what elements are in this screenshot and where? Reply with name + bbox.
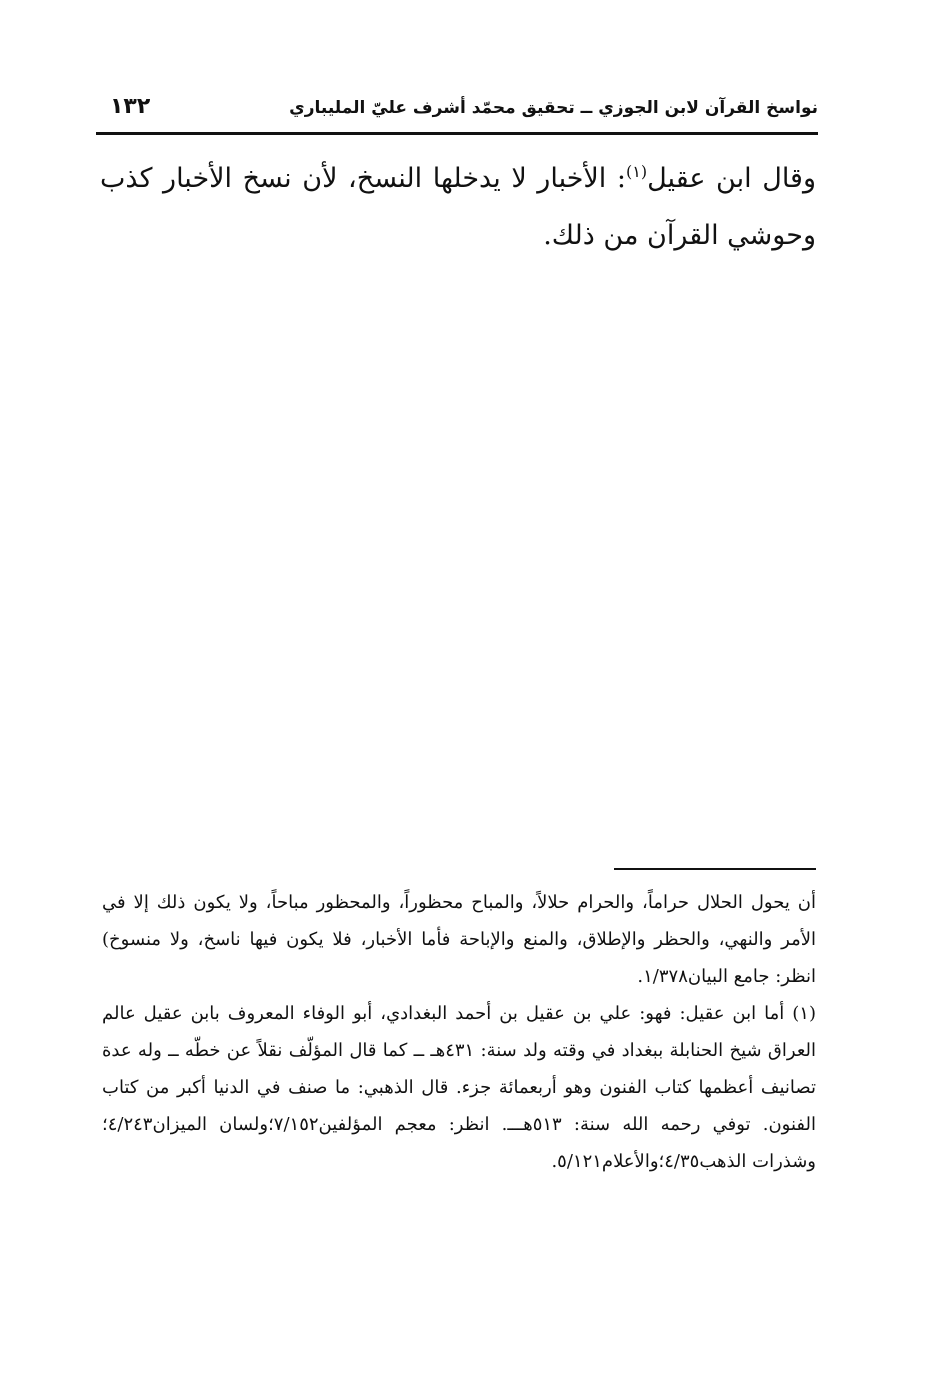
running-title: نواسخ القرآن لابن الجوزي ــ تحقيق محمّد أشرف عليّ المليباري [289, 98, 818, 118]
page-number: ١٣٢ [110, 94, 151, 119]
page-header [96, 92, 818, 132]
main-text [100, 150, 816, 264]
main-text-after-ref: : الأخبار لا يدخلها النسخ، لأن نسخ الأخبار كذب وحوشي القرآن من ذلك. [100, 163, 816, 251]
main-text-before-ref: وقال ابن عقيل [647, 163, 816, 194]
footnote-1-number: (١) [792, 1003, 816, 1024]
main-paragraph [100, 150, 816, 264]
header-rule [96, 132, 818, 135]
footnote-continuation: أن يحول الحلال حراماً، والحرام حلالاً، والمباح محظوراً، والمحظور مباحاً، ولا يكون ذلك إلا في الأمر والنهي، والحظر والإطلاق، والمنع والإباحة فأما الأخبار، فلا يكون فيها ناسخ، ولا منسوخ) انظر: جامع البيان١/٣٧٨. [102, 892, 816, 987]
footnotes [102, 884, 816, 1180]
footnote-1-text: أما ابن عقيل: فهو: علي بن عقيل بن أحمد البغدادي، أبو الوفاء المعروف بابن عقيل عالم العراق شيخ الحنابلة ببغداد في وقته ولد سنة: ٤٣١هـ ــ كما قال المؤلّف نقلاً عن خطّه ــ وله عدة تصانيف أعظمها كتاب الفنون وهو أربعمائة جزء. قال الذهبي: ما صنف في الدنيا أكبر من كتاب الفنون. توفي رحمه الله سنة: ٥١٣هـــ. انظر: معجم المؤلفين٧/١٥٢؛ولسان الميزان٤/٢٤٣؛وشذرات الذهب٤/٣٥؛والأعلام٥/١٢١. [102, 1003, 816, 1172]
footnote-rule [614, 868, 816, 870]
footnote-1 [102, 995, 816, 1180]
footnote-reference: (١) [626, 162, 648, 181]
